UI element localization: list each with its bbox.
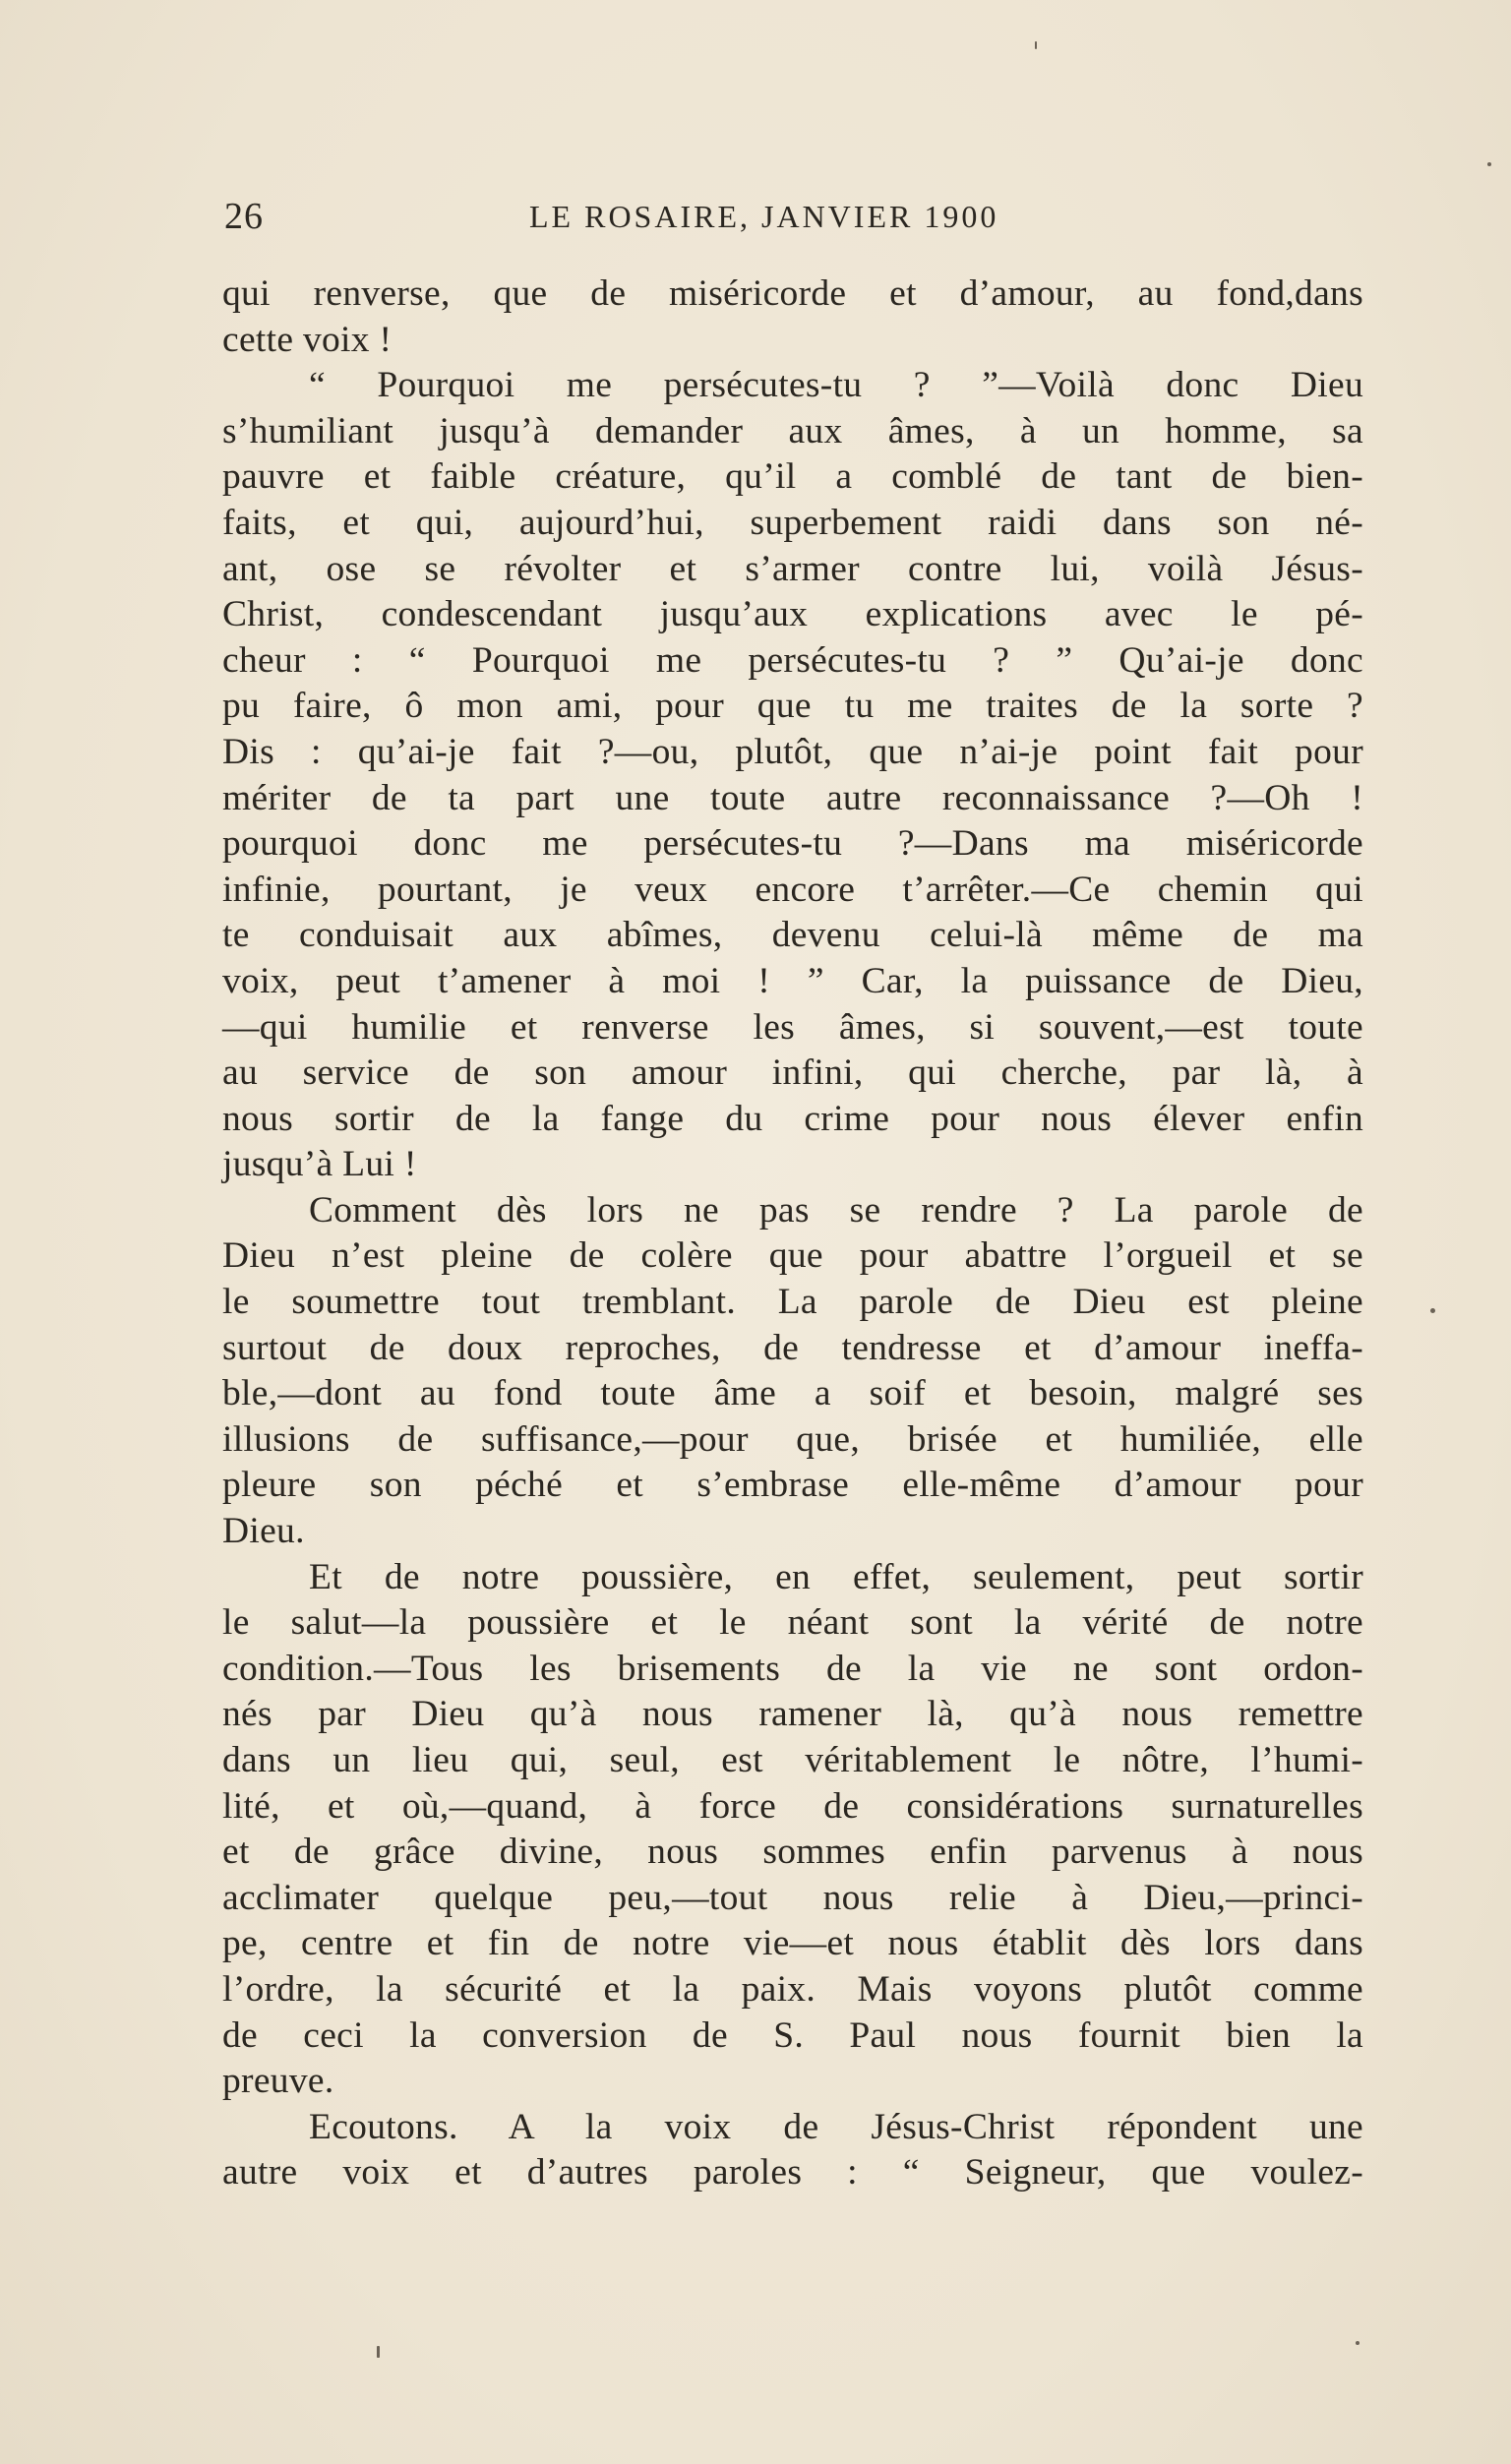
text-line: jusqu’à Lui ! (222, 1144, 417, 1185)
text-line: Dis : qu’ai-je fait ?—ou, plutôt, que n’ai-je point fait pour (222, 731, 1363, 772)
text-line: cette voix ! (222, 319, 393, 360)
paper-speck (377, 2346, 380, 2358)
page-header (224, 195, 1360, 244)
text-line: au service de son amour infini, qui cherche, par là, à (222, 1052, 1363, 1094)
text-line: “ Pourquoi me persécutes-tu ? ”—Voilà donc Dieu (309, 365, 1363, 406)
text-line: condition.—Tous les brisements de la vie ne sont ordon- (222, 1648, 1363, 1689)
page-number: 26 (224, 196, 264, 237)
text-line: lité, et où,—quand, à force de considérations surnaturelles (222, 1785, 1363, 1827)
text-line: cheur : “ Pourquoi me persécutes-tu ? ” Qu’ai-je donc (222, 639, 1363, 681)
text-line: acclimater quelque peu,—tout nous relie à Dieu,—princi- (222, 1877, 1363, 1918)
text-line: Christ, condescendant jusqu’aux explications avec le pé- (222, 594, 1363, 635)
text-line: preuve. (222, 2061, 334, 2102)
paper-speck (1430, 1308, 1435, 1313)
paper-speck (1487, 162, 1491, 166)
text-line: pourquoi donc me persécutes-tu ?—Dans ma miséricorde (222, 823, 1363, 865)
text-line: le salut—la poussière et le néant sont la vérité de notre (222, 1602, 1363, 1644)
text-line: voix, peut t’amener à moi ! ” Car, la puissance de Dieu, (222, 960, 1363, 1001)
text-line: pleure son péché et s’embrase elle-même d’amour pour (222, 1465, 1363, 1506)
text-line: s’humiliant jusqu’à demander aux âmes, à un homme, sa (222, 410, 1363, 451)
text-line: nés par Dieu qu’à nous ramener là, qu’à nous remettre (222, 1694, 1363, 1735)
running-head: LE ROSAIRE, JANVIER 1900 (529, 199, 999, 234)
text-line: pu faire, ô mon ami, pour que tu me traites de la sorte ? (222, 686, 1363, 727)
text-line: te conduisait aux abîmes, devenu celui-là même de ma (222, 915, 1363, 956)
text-line: ble,—dont au fond toute âme a soif et besoin, malgré ses (222, 1373, 1363, 1414)
text-line: Dieu. (222, 1511, 305, 1552)
text-line: ant, ose se révolter et s’armer contre lui, voilà Jésus- (222, 548, 1363, 589)
text-line: faits, et qui, aujourd’hui, superbement raidi dans son né- (222, 502, 1363, 543)
body-text (222, 271, 1363, 2196)
text-line: mériter de ta part une toute autre reconnaissance ?—Oh ! (222, 777, 1363, 818)
text-line: Dieu n’est pleine de colère que pour abattre l’orgueil et se (222, 1235, 1363, 1277)
paper-speck (1035, 41, 1037, 49)
text-line: dans un lieu qui, seul, est véritablement le nôtre, l’humi- (222, 1740, 1363, 1780)
text-line: Comment dès lors ne pas se rendre ? La parole de (309, 1189, 1363, 1231)
text-line: Et de notre poussière, en effet, seulement, peut sortir (309, 1556, 1363, 1597)
paper-speck (1356, 2341, 1360, 2345)
text-line: de ceci la conversion de S. Paul nous fournit bien la (222, 2014, 1363, 2056)
text-line: et de grâce divine, nous sommes enfin parvenus à nous (222, 1832, 1363, 1873)
text-line: pauvre et faible créature, qu’il a comblé de tant de bien- (222, 456, 1363, 498)
text-line: Ecoutons. A la voix de Jésus-Christ répondent une (309, 2106, 1363, 2147)
text-line: l’ordre, la sécurité et la paix. Mais voyons plutôt comme (222, 1968, 1363, 2010)
text-line: surtout de doux reproches, de tendresse et d’amour ineffa- (222, 1327, 1363, 1368)
text-line: autre voix et d’autres paroles : “ Seigneur, que voulez- (222, 2152, 1363, 2194)
text-line: —qui humilie et renverse les âmes, si souvent,—est toute (222, 1006, 1363, 1048)
text-line: pe, centre et fin de notre vie—et nous établit dès lors dans (222, 1923, 1363, 1964)
text-line: qui renverse, que de miséricorde et d’amour, au fond,dans (222, 273, 1363, 314)
text-line: infinie, pourtant, je veux encore t’arrêter.—Ce chemin qui (222, 869, 1363, 910)
text-line: illusions de suffisance,—pour que, brisée et humiliée, elle (222, 1418, 1363, 1460)
text-line: le soumettre tout tremblant. La parole de Dieu est pleine (222, 1282, 1363, 1323)
text-line: nous sortir de la fange du crime pour nous élever enfin (222, 1098, 1363, 1139)
